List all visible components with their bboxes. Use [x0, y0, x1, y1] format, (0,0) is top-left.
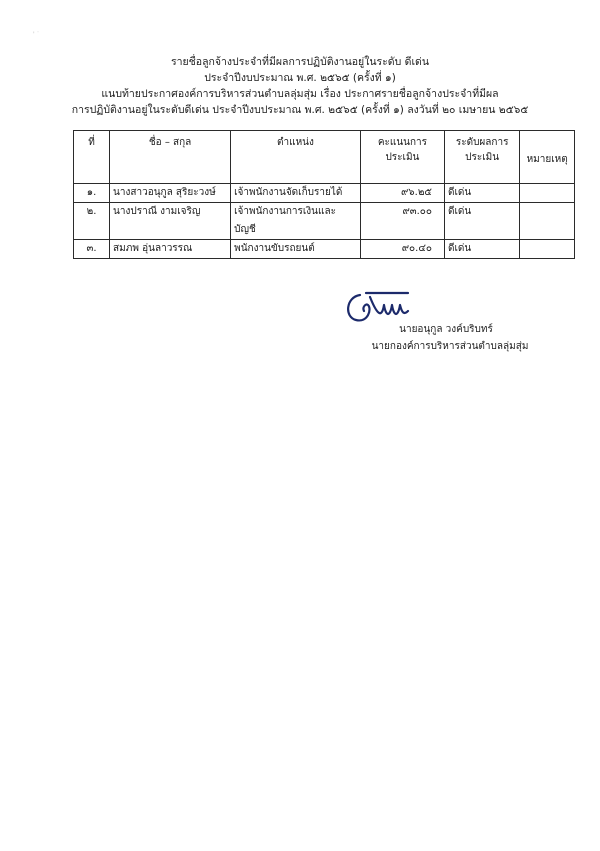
- cell-no: ๓.: [74, 240, 110, 259]
- table-row: [74, 184, 575, 203]
- cell-name: นางสาวอนุกูล สุริยะวงษ์: [110, 184, 231, 203]
- cell-position: เจ้าพนักงานการเงินและบัญชี: [231, 203, 361, 240]
- header-level: ระดับผลการประเมิน: [445, 131, 520, 184]
- header-no: ที่: [74, 131, 110, 184]
- doc-title-line-2: ประจำปีงบประมาณ พ.ศ. ๒๕๖๕ (ครั้งที่ ๑): [204, 72, 396, 84]
- signer-title: นายกองค์การบริหารส่วนตำบลลุ่มสุ่ม: [371, 341, 529, 352]
- header-position: ตำแหน่ง: [231, 131, 361, 184]
- cell-no: ๑.: [74, 184, 110, 203]
- cell-name: สมภพ อุ่นลาวรรณ: [110, 240, 231, 259]
- scan-speck: ' ˙: [33, 31, 40, 38]
- handwritten-signature: [338, 287, 428, 327]
- table-header-row: [74, 131, 575, 184]
- employee-table: [73, 130, 575, 259]
- cell-level: ดีเด่น: [445, 240, 520, 259]
- cell-score: ๙๐.๔๐: [360, 240, 444, 259]
- doc-title-line-3: แนบท้ายประกาศองค์การบริหารส่วนตำบลลุ่มสุ่ม เรื่อง ประกาศรายชื่อลูกจ้างประจำที่มีผล: [101, 88, 499, 100]
- cell-position: พนักงานขับรถยนต์: [231, 240, 361, 259]
- cell-no: ๒.: [74, 203, 110, 240]
- signer-name: นายอนุกูล วงค์บริบทร์: [399, 324, 493, 335]
- cell-score: ๙๓.๐๐: [360, 203, 444, 240]
- cell-name: นางปราณี งามเจริญ: [110, 203, 231, 240]
- cell-level: ดีเด่น: [445, 184, 520, 203]
- doc-title-line-4: การปฏิบัติงานอยู่ในระดับดีเด่น ประจำปีงบประมาณ พ.ศ. ๒๕๖๕ (ครั้งที่ ๑) ลงวันที่ ๒๐ เมษายน ๒๕๖๕: [71, 104, 529, 116]
- cell-position: เจ้าพนักงานจัดเก็บรายได้: [231, 184, 361, 203]
- table-row: [74, 203, 575, 240]
- cell-score: ๙๖.๒๕: [360, 184, 444, 203]
- cell-note: [520, 203, 575, 240]
- table-row: [74, 240, 575, 259]
- cell-note: [520, 240, 575, 259]
- doc-title-line-1: รายชื่อลูกจ้างประจำที่มีผลการปฏิบัติงานอยู่ในระดับ ดีเด่น: [170, 56, 430, 68]
- header-name: ชื่อ – สกุล: [110, 131, 231, 184]
- cell-note: [520, 184, 575, 203]
- header-score: คะแนนการประเมิน: [360, 131, 444, 184]
- cell-level: ดีเด่น: [445, 203, 520, 240]
- header-note: หมายเหตุ: [520, 131, 575, 184]
